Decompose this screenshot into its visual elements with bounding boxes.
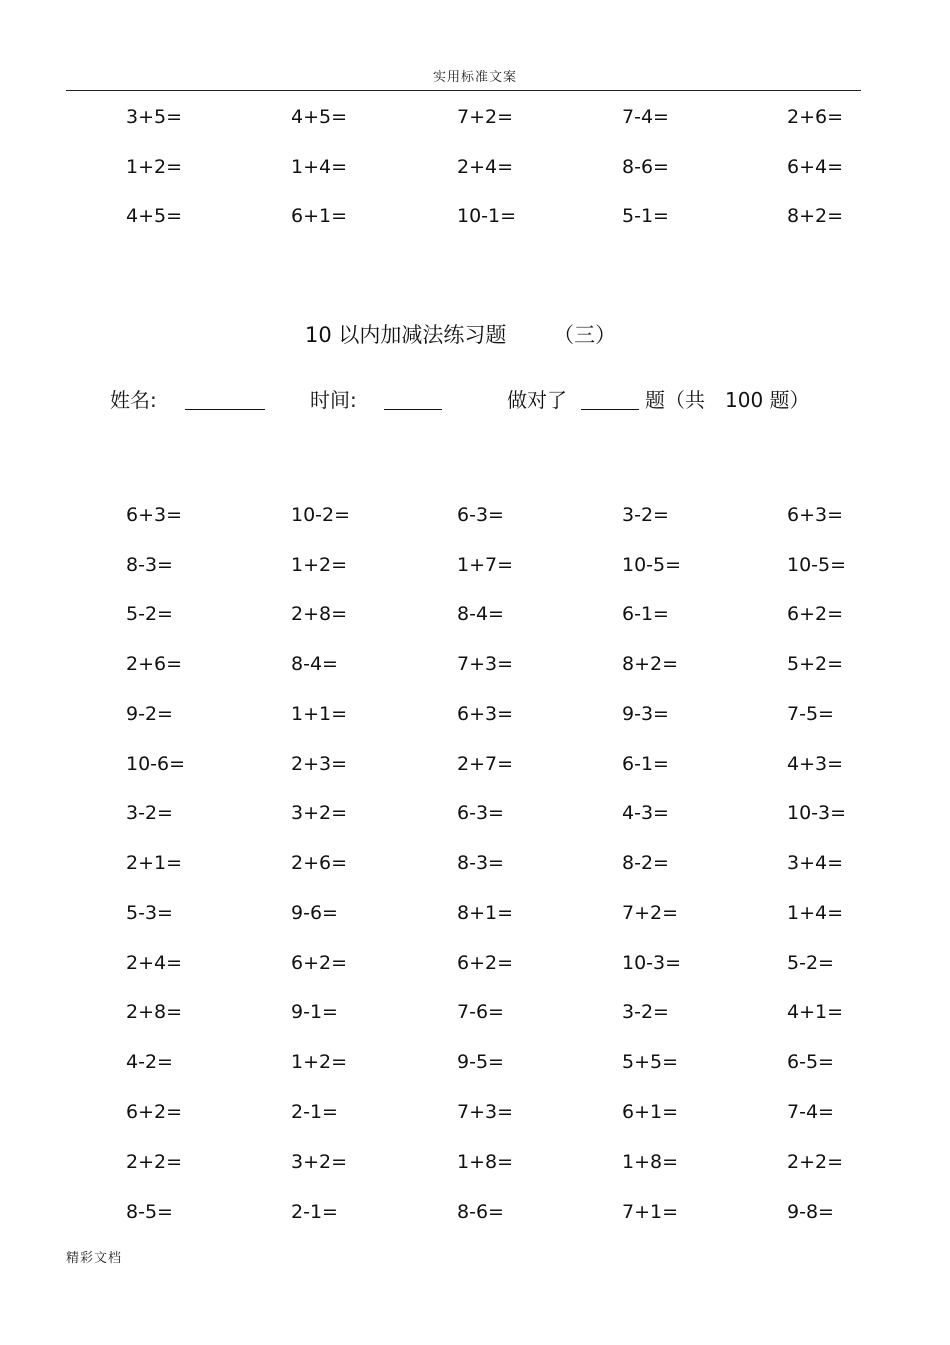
problem: 7+2= — [622, 902, 679, 924]
problem: 7-4= — [622, 106, 669, 128]
problem: 7-4= — [787, 1101, 834, 1123]
problem: 9-1= — [291, 1001, 338, 1023]
problem: 2+2= — [126, 1151, 183, 1173]
correct-label: 做对了 — [507, 388, 567, 412]
time-blank — [384, 409, 442, 410]
problem: 8-6= — [622, 156, 669, 178]
problem-row — [0, 1100, 950, 1124]
problem: 6+1= — [622, 1101, 679, 1123]
problem: 5-2= — [126, 603, 173, 625]
problem: 9-8= — [787, 1201, 834, 1223]
problem: 1+7= — [457, 554, 514, 576]
problem: 8+2= — [622, 653, 679, 675]
worksheet-title-number: （三） — [553, 323, 617, 347]
time-label: 时间: — [310, 388, 357, 412]
problem: 2+2= — [787, 1151, 844, 1173]
problem: 3-2= — [622, 504, 669, 526]
problem: 10-5= — [787, 554, 847, 576]
problem: 5-3= — [126, 902, 173, 924]
problem-row — [0, 951, 950, 975]
problem: 6-1= — [622, 753, 669, 775]
problem-row — [0, 105, 950, 129]
problem: 8+1= — [457, 902, 514, 924]
problem: 9-5= — [457, 1051, 504, 1073]
problem: 9-3= — [622, 703, 669, 725]
problem: 2+8= — [291, 603, 348, 625]
problem: 5+2= — [787, 653, 844, 675]
problem: 6-1= — [622, 603, 669, 625]
problem: 10-3= — [622, 952, 682, 974]
problem: 4-2= — [126, 1051, 173, 1073]
problem-row — [0, 702, 950, 726]
page-footer: 精彩文档 — [66, 1251, 123, 1266]
problem: 1+1= — [291, 703, 348, 725]
problem: 4-3= — [622, 802, 669, 824]
problem: 1+8= — [622, 1151, 679, 1173]
problem-row — [0, 801, 950, 825]
problem: 9-6= — [291, 902, 338, 924]
problem: 7+2= — [457, 106, 514, 128]
problem: 6+1= — [291, 205, 348, 227]
problem: 2+8= — [126, 1001, 183, 1023]
problem: 6+4= — [787, 156, 844, 178]
problem: 6-5= — [787, 1051, 834, 1073]
problem: 6-3= — [457, 802, 504, 824]
problem: 9-2= — [126, 703, 173, 725]
problem: 8+2= — [787, 205, 844, 227]
name-blank — [185, 409, 265, 410]
problem-row — [0, 901, 950, 925]
problem-row — [0, 752, 950, 776]
header-divider — [66, 90, 861, 91]
problem: 5+5= — [622, 1051, 679, 1073]
problem: 1+2= — [291, 1051, 348, 1073]
problem: 8-4= — [457, 603, 504, 625]
problem: 1+4= — [291, 156, 348, 178]
problem: 5-2= — [787, 952, 834, 974]
problem: 4+5= — [126, 205, 183, 227]
problem: 2+4= — [126, 952, 183, 974]
problem: 10-2= — [291, 504, 351, 526]
problem: 5-1= — [622, 205, 669, 227]
problem: 2+4= — [457, 156, 514, 178]
name-label: 姓名: — [110, 388, 157, 412]
problem: 1+2= — [126, 156, 183, 178]
problem: 2+6= — [291, 852, 348, 874]
problem: 7-5= — [787, 703, 834, 725]
problem-row — [0, 1150, 950, 1174]
problem-row — [0, 155, 950, 179]
problem: 10-5= — [622, 554, 682, 576]
problem-row — [0, 851, 950, 875]
problem: 2-1= — [291, 1101, 338, 1123]
problem: 8-5= — [126, 1201, 173, 1223]
problem: 8-3= — [126, 554, 173, 576]
problem: 10-6= — [126, 753, 186, 775]
problem: 2+7= — [457, 753, 514, 775]
problem-row — [0, 652, 950, 676]
problem-row — [0, 1050, 950, 1074]
problem: 7+1= — [622, 1201, 679, 1223]
page-header: 实用标准文案 — [432, 70, 517, 85]
worksheet-title-main: 10 以内加减法练习题 — [305, 323, 507, 347]
problem: 2-1= — [291, 1201, 338, 1223]
problem: 4+3= — [787, 753, 844, 775]
problem: 3-2= — [622, 1001, 669, 1023]
problem: 6+2= — [787, 603, 844, 625]
problem: 7-6= — [457, 1001, 504, 1023]
problem: 3+2= — [291, 802, 348, 824]
problem-row — [0, 204, 950, 228]
problem: 7+3= — [457, 1101, 514, 1123]
problem: 6+2= — [457, 952, 514, 974]
problem-row — [0, 553, 950, 577]
problem: 6+3= — [787, 504, 844, 526]
problem: 10-1= — [457, 205, 517, 227]
problem-row — [0, 503, 950, 527]
problem: 7+3= — [457, 653, 514, 675]
correct-blank — [581, 409, 639, 410]
problem: 2+6= — [126, 653, 183, 675]
problem: 1+4= — [787, 902, 844, 924]
problem: 6-3= — [457, 504, 504, 526]
problem: 1+8= — [457, 1151, 514, 1173]
problem: 2+1= — [126, 852, 183, 874]
problem: 2+6= — [787, 106, 844, 128]
problem: 4+1= — [787, 1001, 844, 1023]
problem-row — [0, 1200, 950, 1224]
problem: 3+2= — [291, 1151, 348, 1173]
problem-row — [0, 1000, 950, 1024]
total-count: 题（共 100 题） — [645, 388, 810, 412]
problem: 6+3= — [126, 504, 183, 526]
problem: 6+2= — [291, 952, 348, 974]
problem: 8-6= — [457, 1201, 504, 1223]
problem: 3-2= — [126, 802, 173, 824]
problem: 6+2= — [126, 1101, 183, 1123]
problem: 8-3= — [457, 852, 504, 874]
problem: 10-3= — [787, 802, 847, 824]
problem: 2+3= — [291, 753, 348, 775]
problem: 3+4= — [787, 852, 844, 874]
worksheet-title — [305, 320, 616, 350]
problem: 8-4= — [291, 653, 338, 675]
problem: 3+5= — [126, 106, 183, 128]
problem: 6+3= — [457, 703, 514, 725]
problem: 8-2= — [622, 852, 669, 874]
problem-row — [0, 602, 950, 626]
problem: 4+5= — [291, 106, 348, 128]
problem: 1+2= — [291, 554, 348, 576]
